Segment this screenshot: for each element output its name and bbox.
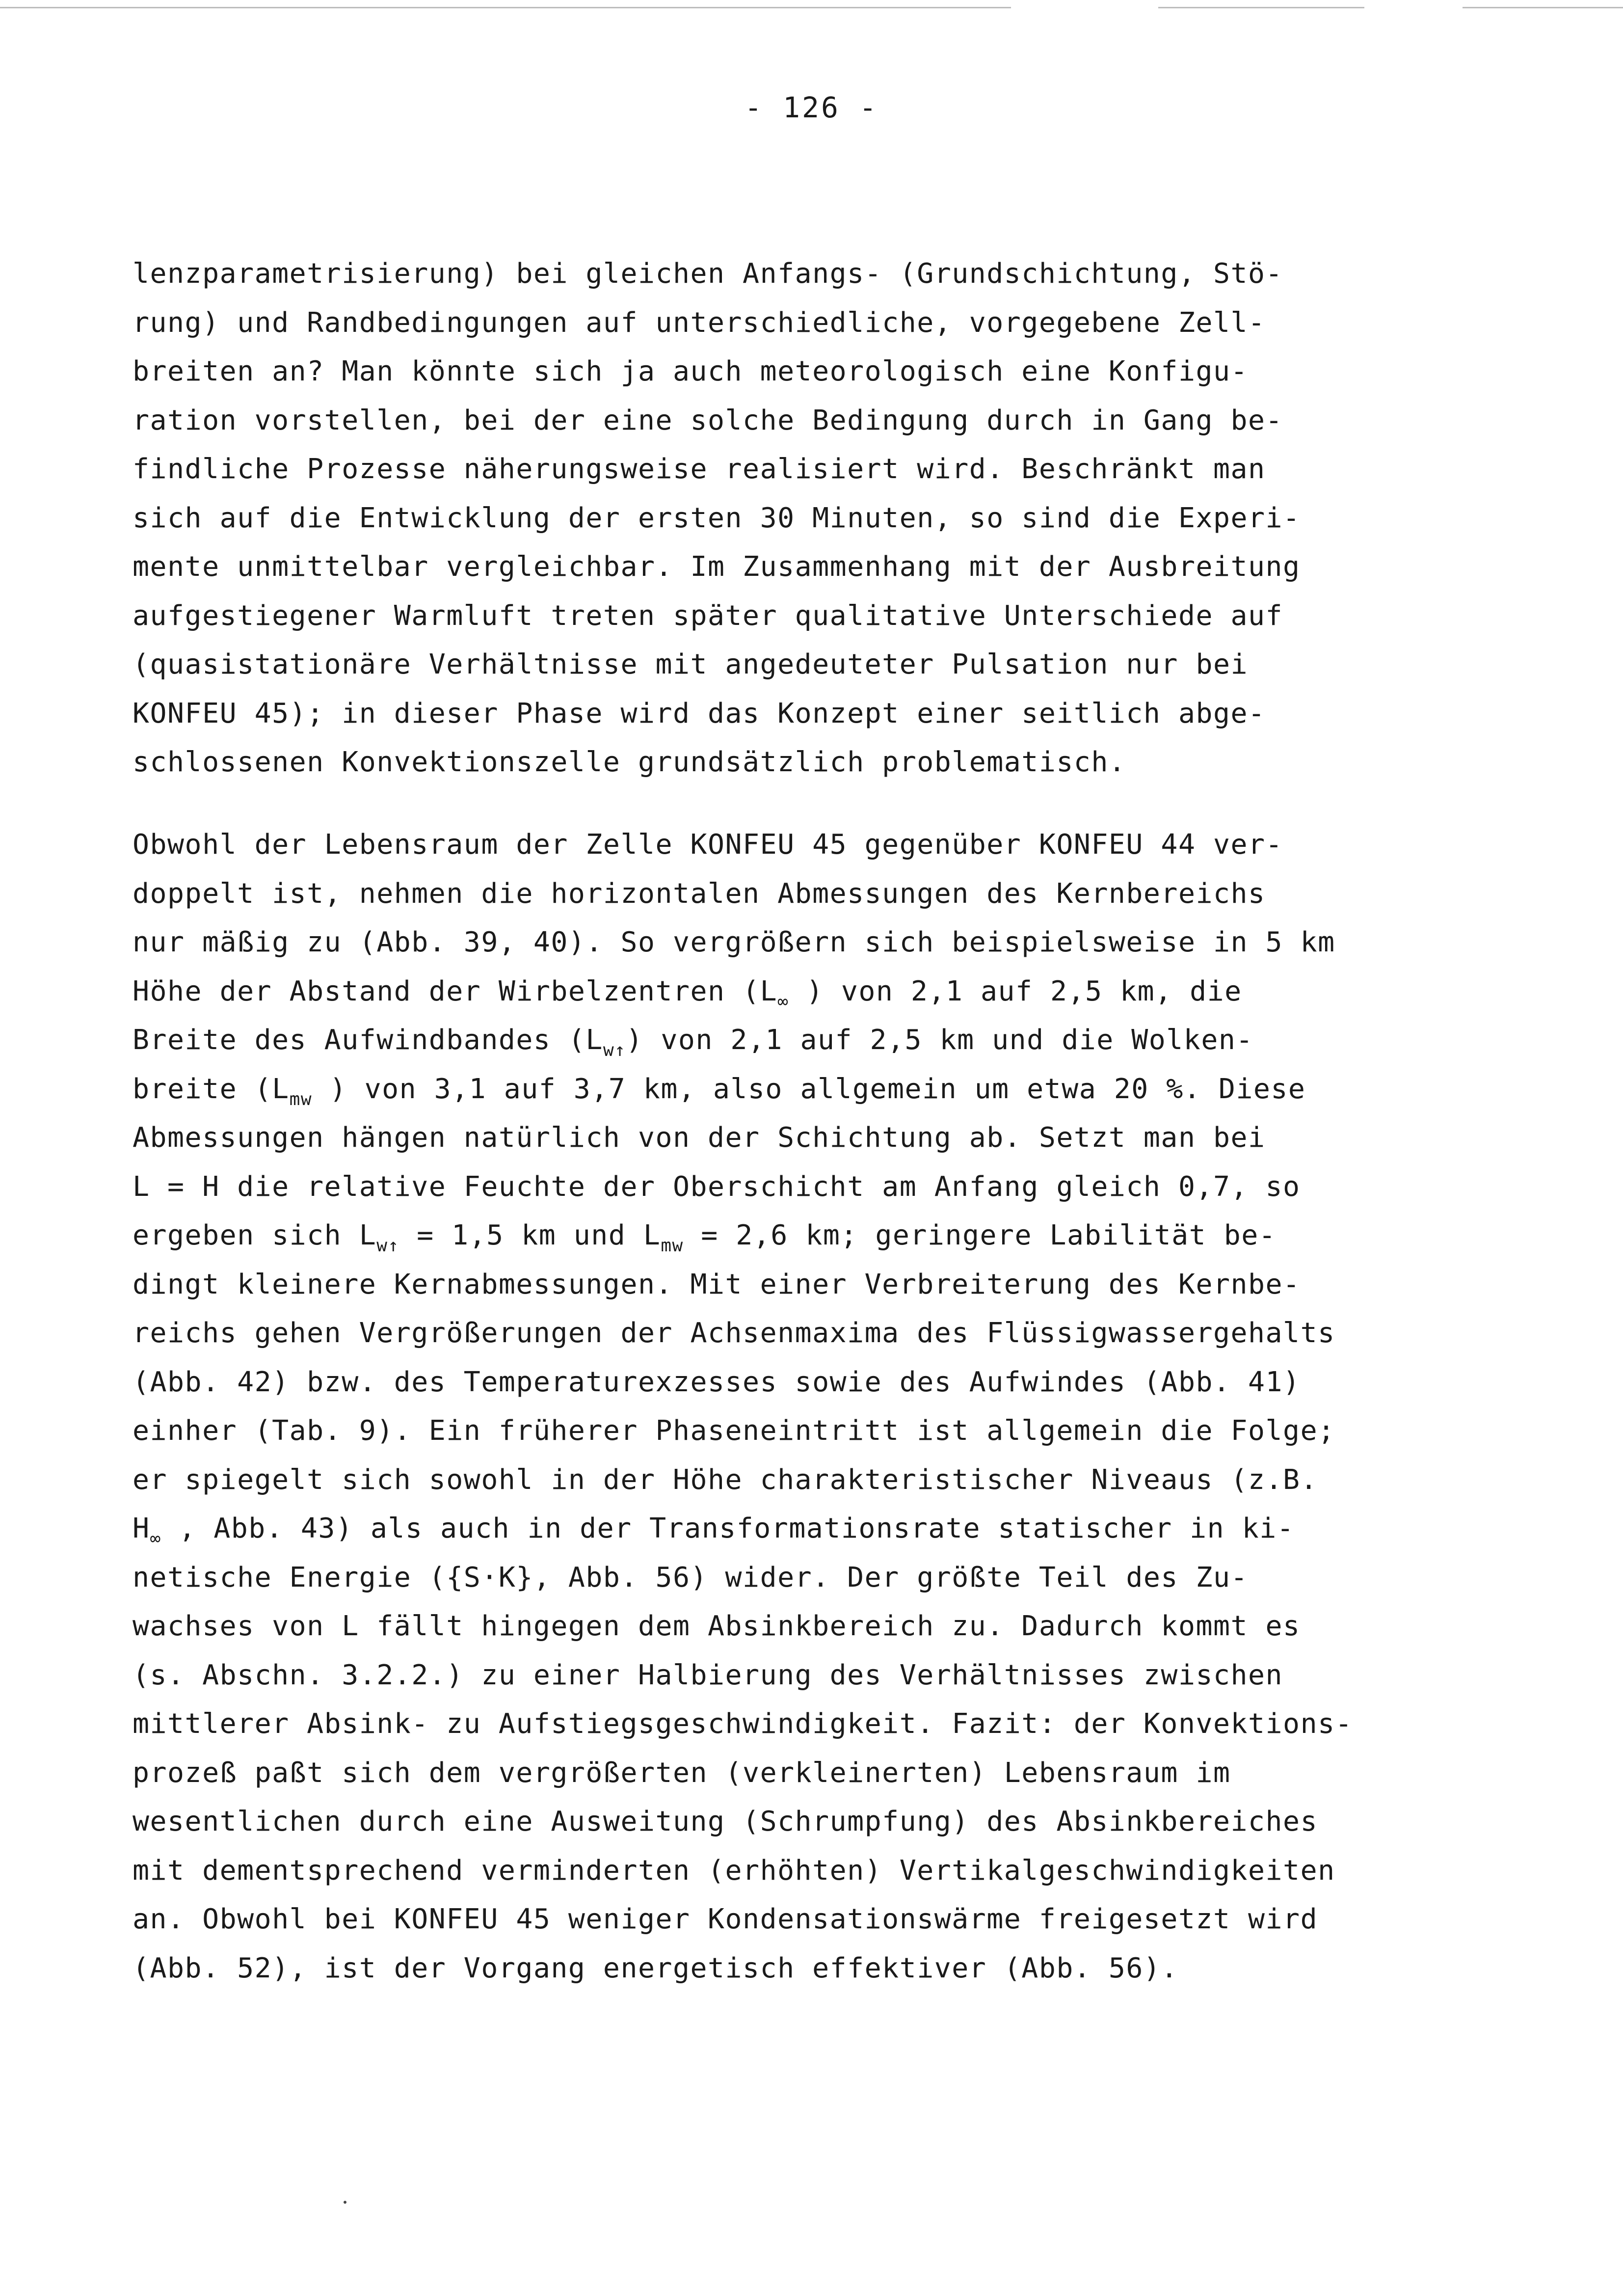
scan-edge-line <box>0 7 1011 8</box>
text-line: an. Obwohl bei KONFEU 45 weniger Kondensationswärme freigesetzt wird <box>133 1903 1318 1935</box>
text-line: breiten an? Man könnte sich ja auch meteorologisch eine Konfigu- <box>133 355 1249 387</box>
text-line: sich auf die Entwicklung der ersten 30 Minuten, so sind die Experi- <box>133 502 1301 534</box>
text-line <box>133 1065 1507 1114</box>
text-line: mente unmittelbar vergleichbar. Im Zusammenhang mit der Ausbreitung <box>133 551 1301 583</box>
text-line: (s. Abschn. 3.2.2.) zu einer Halbierung des Verhältnisses zwischen <box>133 1659 1283 1691</box>
text-line: prozeß paßt sich dem vergrößerten (verkleinerten) Lebensraum im <box>133 1756 1231 1789</box>
text-line: wesentlichen durch eine Ausweitung (Schrumpfung) des Absinkbereiches <box>133 1806 1318 1837</box>
subscript: w↑ <box>376 1236 399 1256</box>
subscript: w↑ <box>603 1040 626 1060</box>
text-line <box>133 967 1507 1016</box>
text-fragment: ) von 2,1 auf 2,5 km und die Wolken- <box>626 1024 1253 1056</box>
subscript: ∞ <box>777 991 789 1012</box>
text-line: dingt kleinere Kernabmessungen. Mit einer Verbreiterung des Kernbe- <box>133 1268 1301 1300</box>
text-line: findliche Prozesse näherungsweise realisiert wird. Beschränkt man <box>133 453 1266 485</box>
subscript: mw <box>661 1236 684 1256</box>
text-line: mit dementsprechend verminderten (erhöhten) Vertikalgeschwindigkeiten <box>133 1854 1335 1887</box>
text-line: wachses von L fällt hingegen dem Absinkbereich zu. Dadurch kommt es <box>133 1610 1301 1642</box>
subscript: ∞ <box>150 1529 161 1549</box>
text-line <box>133 1504 1507 1553</box>
text-line: lenzparametrisierung) bei gleichen Anfangs- (Grundschichtung, Stö- <box>133 258 1283 290</box>
scan-edge-line <box>1158 7 1364 8</box>
text-fragment: = 2,6 km; geringere Labilität be- <box>683 1219 1277 1251</box>
text-line: nur mäßig zu (Abb. 39, 40). So vergrößern sich beispielsweise in 5 km <box>133 926 1335 958</box>
text-line: schlossenen Konvektionszelle grundsätzlich problematisch. <box>133 746 1126 778</box>
text-line: er spiegelt sich sowohl in der Höhe charakteristischer Niveaus (z.B. <box>133 1463 1318 1496</box>
text-fragment: = 1,5 km und L <box>399 1219 661 1251</box>
text-line: mittlerer Absink- zu Aufstiegsgeschwindigkeit. Fazit: der Konvektions- <box>133 1708 1353 1740</box>
text-line: netische Energie ({S·K}, Abb. 56) wider. Der größte Teil des Zu- <box>133 1561 1249 1594</box>
scan-edge-line <box>1463 7 1623 8</box>
text-fragment: ) von 3,1 auf 3,7 km, also allgemein um etwa 20 %. Diese <box>312 1073 1306 1105</box>
text-line <box>133 1016 1507 1065</box>
text-line: rung) und Randbedingungen auf unterschiedliche, vorgegebene Zell- <box>133 306 1266 339</box>
scan-speck <box>344 2201 346 2204</box>
text-fragment: H <box>133 1513 150 1544</box>
text-line: (Abb. 52), ist der Vorgang energetisch effektiver (Abb. 56). <box>133 1952 1178 1984</box>
text-line: aufgestiegener Warmluft treten später qualitative Unterschiede auf <box>133 599 1283 632</box>
page-number: - 126 - <box>745 91 878 124</box>
text-fragment: ) von 2,1 auf 2,5 km, die <box>789 975 1242 1007</box>
text-line: L = H die relative Feuchte der Oberschicht am Anfang gleich 0,7, so <box>133 1170 1301 1203</box>
paragraph-2 <box>133 820 1507 1993</box>
paragraph-1 <box>133 249 1507 787</box>
text-line: Obwohl der Lebensraum der Zelle KONFEU 45 gegenüber KONFEU 44 ver- <box>133 829 1283 861</box>
text-fragment: Höhe der Abstand der Wirbelzentren (L <box>133 975 778 1007</box>
subscript: mw <box>289 1089 313 1109</box>
text-line <box>133 1211 1507 1260</box>
text-line: (Abb. 42) bzw. des Temperaturexzesses sowie des Aufwindes (Abb. 41) <box>133 1366 1301 1398</box>
text-line: Abmessungen hängen natürlich von der Schichtung ab. Setzt man bei <box>133 1122 1266 1154</box>
text-fragment: Breite des Aufwindbandes (L <box>133 1024 603 1056</box>
text-line: doppelt ist, nehmen die horizontalen Abmessungen des Kernbereichs <box>133 877 1266 910</box>
text-line: ration vorstellen, bei der eine solche Bedingung durch in Gang be- <box>133 404 1283 436</box>
text-line: (quasistationäre Verhältnisse mit angedeuteter Pulsation nur bei <box>133 648 1249 680</box>
text-fragment: , Abb. 43) als auch in der Transformationsrate statischer in ki- <box>161 1513 1295 1544</box>
text-fragment: breite (L <box>133 1073 290 1105</box>
text-fragment: ergeben sich L <box>133 1219 377 1251</box>
text-line: einher (Tab. 9). Ein früherer Phaseneintritt ist allgemein die Folge; <box>133 1415 1335 1447</box>
text-line: KONFEU 45); in dieser Phase wird das Konzept einer seitlich abge- <box>133 697 1266 729</box>
text-line: reichs gehen Vergrößerungen der Achsenmaxima des Flüssigwassergehalts <box>133 1317 1335 1349</box>
